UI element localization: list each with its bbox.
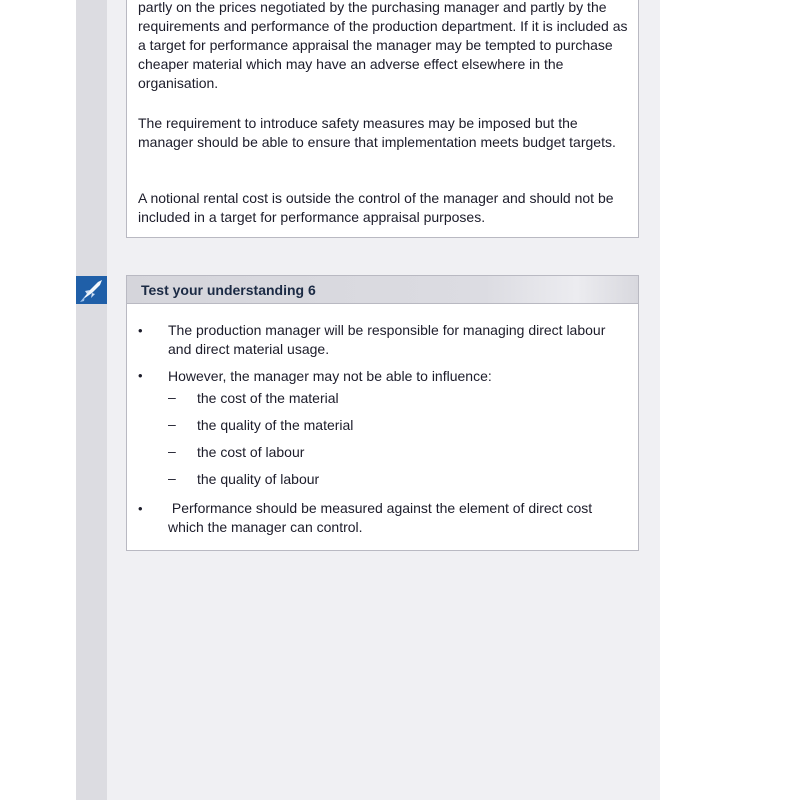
bullet-marker: • bbox=[138, 323, 143, 338]
subitem-3: the cost of labour bbox=[197, 444, 305, 460]
dash-marker: – bbox=[168, 470, 176, 486]
bullet-text-2: However, the manager may not be able to influence: bbox=[168, 368, 492, 384]
test-your-understanding-box bbox=[126, 275, 639, 551]
tyu-header-bar bbox=[127, 276, 638, 304]
bullet-marker: • bbox=[138, 501, 143, 516]
answer-paragraph-2: The requirement to introduce safety measures may be imposed but the manager should be able to ensure that implementation meets budget targets. bbox=[138, 115, 616, 150]
bullet-text-1: The production manager will be responsible for managing direct labour and direct material usage. bbox=[168, 322, 606, 357]
left-margin-rail bbox=[76, 0, 107, 800]
tyu-title: Test your understanding 6 bbox=[141, 282, 316, 298]
subitem-4: the quality of labour bbox=[197, 471, 320, 487]
dash-marker: – bbox=[168, 416, 176, 432]
bullet-marker: • bbox=[138, 368, 143, 383]
answer-box bbox=[126, 0, 639, 238]
bullet-text-3: Performance should be measured against the element of direct cost which the manager can control. bbox=[168, 500, 597, 535]
answer-paragraph-3: A notional rental cost is outside the control of the manager and should not be included in a target for performance appraisal purposes. bbox=[138, 190, 614, 225]
subitem-1: the cost of the material bbox=[197, 390, 339, 406]
dash-marker: – bbox=[168, 389, 176, 405]
answer-paragraph-1: partly on the prices negotiated by the purchasing manager and partly by the requirements and performance of the production department. If it is included as a target for performance appraisal the manager may be tempted to purchase cheaper material which may have an adverse effect elsewhere in the organisation. bbox=[138, 0, 628, 91]
rocket-icon bbox=[76, 276, 107, 304]
dash-marker: – bbox=[168, 443, 176, 459]
subitem-2: the quality of the material bbox=[197, 417, 354, 433]
